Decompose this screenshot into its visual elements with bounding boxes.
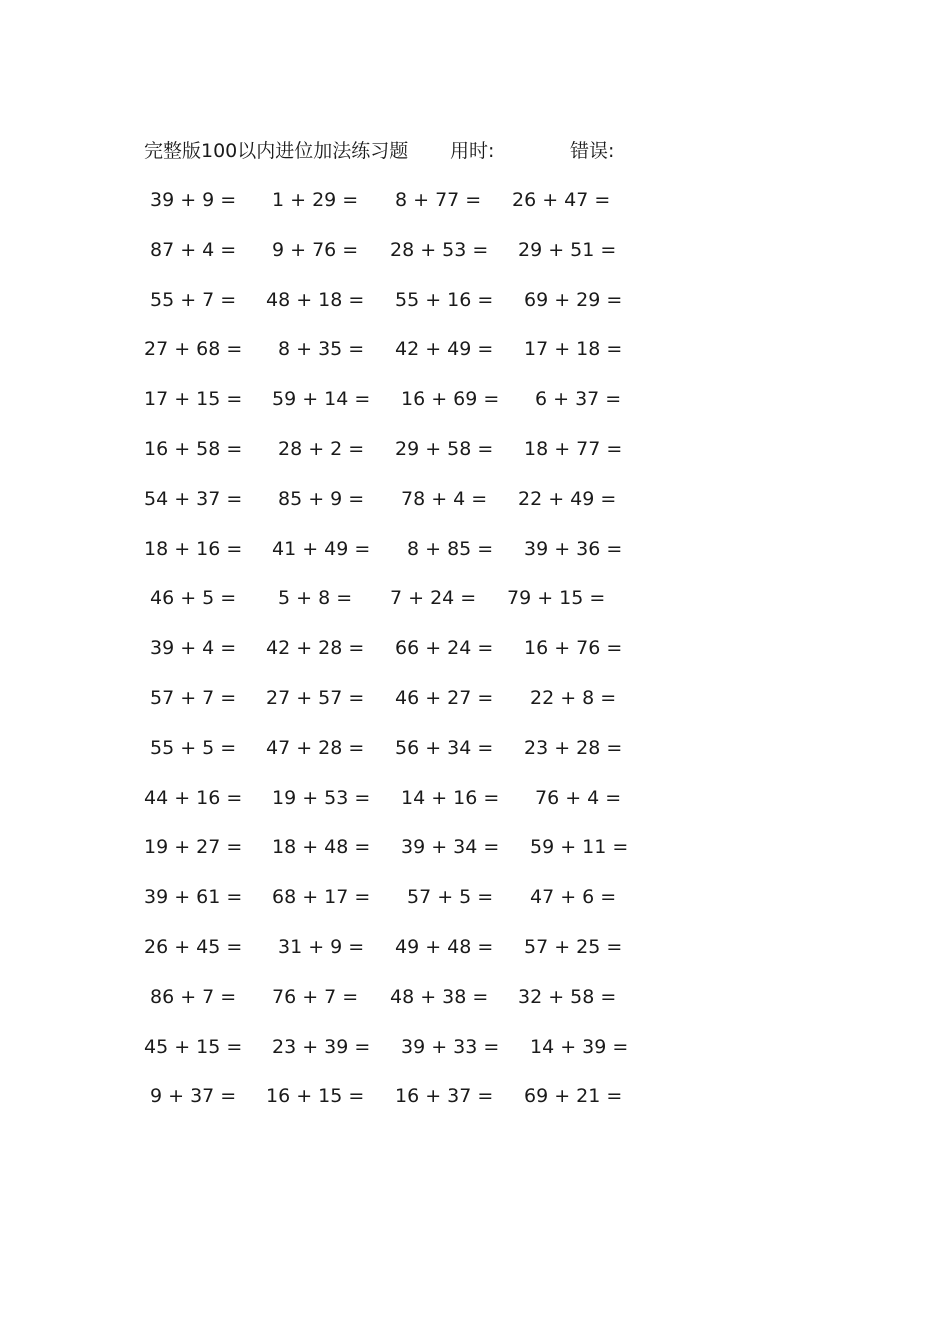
problem-cell: 27 + 68 = xyxy=(144,338,243,361)
problem-cell: 39 + 33 = xyxy=(401,1035,500,1058)
problem-row xyxy=(0,484,950,514)
problem-cell: 9 + 76 = xyxy=(272,238,359,261)
problem-cell: 87 + 4 = xyxy=(150,238,237,261)
problem-cell: 55 + 7 = xyxy=(150,288,237,311)
worksheet-title: 完整版100以内进位加法练习题 xyxy=(144,140,409,162)
problem-cell: 55 + 5 = xyxy=(150,736,237,759)
problem-cell: 79 + 15 = xyxy=(507,587,606,610)
problem-cell: 16 + 69 = xyxy=(401,388,500,411)
problem-cell: 16 + 58 = xyxy=(144,438,243,460)
problem-row xyxy=(0,1032,950,1062)
problem-row xyxy=(0,633,950,663)
problem-cell: 39 + 4 = xyxy=(150,637,237,660)
problem-cell: 16 + 15 = xyxy=(266,1085,365,1108)
problem-cell: 18 + 16 = xyxy=(144,537,243,560)
problem-cell: 14 + 16 = xyxy=(401,786,500,809)
problem-cell: 49 + 48 = xyxy=(395,936,494,958)
problem-cell: 8 + 35 = xyxy=(278,338,365,361)
problem-cell: 26 + 45 = xyxy=(144,936,243,958)
problem-row xyxy=(0,185,950,215)
problem-cell: 29 + 58 = xyxy=(395,438,494,460)
problem-cell: 6 + 37 = xyxy=(535,388,622,411)
problem-cell: 17 + 15 = xyxy=(144,388,243,411)
problem-cell: 26 + 47 = xyxy=(512,189,611,211)
problem-cell: 8 + 77 = xyxy=(395,189,482,211)
problem-cell: 42 + 28 = xyxy=(266,637,365,660)
problem-cell: 22 + 49 = xyxy=(518,487,617,510)
problem-cell: 55 + 16 = xyxy=(395,288,494,311)
problem-cell: 68 + 17 = xyxy=(272,886,371,909)
problem-row xyxy=(0,534,950,564)
problem-row xyxy=(0,583,950,613)
problem-row xyxy=(0,285,950,315)
problem-cell: 76 + 4 = xyxy=(535,786,622,809)
problem-cell: 19 + 53 = xyxy=(272,786,371,809)
problem-cell: 42 + 49 = xyxy=(395,338,494,361)
problem-cell: 85 + 9 = xyxy=(278,487,365,510)
problem-cell: 76 + 7 = xyxy=(272,985,359,1008)
problem-cell: 41 + 49 = xyxy=(272,537,371,560)
problem-cell: 46 + 27 = xyxy=(395,687,494,709)
problem-row xyxy=(0,235,950,265)
problem-cell: 57 + 25 = xyxy=(524,936,623,958)
problem-row xyxy=(0,783,950,813)
problem-row xyxy=(0,384,950,414)
problem-cell: 44 + 16 = xyxy=(144,786,243,809)
problem-cell: 54 + 37 = xyxy=(144,487,243,510)
problem-cell: 16 + 76 = xyxy=(524,637,623,660)
problem-cell: 48 + 38 = xyxy=(390,985,489,1008)
problem-cell: 39 + 9 = xyxy=(150,189,237,211)
problem-cell: 66 + 24 = xyxy=(395,637,494,660)
problem-cell: 57 + 7 = xyxy=(150,687,237,709)
problem-cell: 57 + 5 = xyxy=(407,886,494,909)
problem-cell: 59 + 14 = xyxy=(272,388,371,411)
problem-cell: 29 + 51 = xyxy=(518,238,617,261)
problem-cell: 18 + 77 = xyxy=(524,438,623,460)
problem-cell: 9 + 37 = xyxy=(150,1085,237,1108)
problem-cell: 56 + 34 = xyxy=(395,736,494,759)
problem-row xyxy=(0,832,950,862)
problem-cell: 31 + 9 = xyxy=(278,936,365,958)
problem-cell: 47 + 28 = xyxy=(266,736,365,759)
problem-cell: 8 + 85 = xyxy=(407,537,494,560)
problem-cell: 27 + 57 = xyxy=(266,687,365,709)
problem-row xyxy=(0,434,950,464)
problem-cell: 28 + 53 = xyxy=(390,238,489,261)
problem-cell: 19 + 27 = xyxy=(144,836,243,859)
problem-cell: 23 + 28 = xyxy=(524,736,623,759)
problem-row xyxy=(0,932,950,962)
problem-cell: 48 + 18 = xyxy=(266,288,365,311)
errors-label: 错误: xyxy=(570,140,615,162)
problem-cell: 45 + 15 = xyxy=(144,1035,243,1058)
problem-cell: 17 + 18 = xyxy=(524,338,623,361)
problem-cell: 28 + 2 = xyxy=(278,438,365,460)
problem-cell: 32 + 58 = xyxy=(518,985,617,1008)
problem-row xyxy=(0,334,950,364)
problem-row xyxy=(0,733,950,763)
problem-cell: 14 + 39 = xyxy=(530,1035,629,1058)
problem-cell: 1 + 29 = xyxy=(272,189,359,211)
problem-row xyxy=(0,882,950,912)
problem-cell: 23 + 39 = xyxy=(272,1035,371,1058)
problem-cell: 78 + 4 = xyxy=(401,487,488,510)
problem-cell: 69 + 21 = xyxy=(524,1085,623,1108)
problem-cell: 16 + 37 = xyxy=(395,1085,494,1108)
problem-cell: 69 + 29 = xyxy=(524,288,623,311)
problem-cell: 47 + 6 = xyxy=(530,886,617,909)
problem-cell: 39 + 61 = xyxy=(144,886,243,909)
problem-row xyxy=(0,683,950,713)
problem-cell: 7 + 24 = xyxy=(390,587,477,610)
problem-cell: 22 + 8 = xyxy=(530,687,617,709)
problem-cell: 18 + 48 = xyxy=(272,836,371,859)
problem-cell: 39 + 36 = xyxy=(524,537,623,560)
problem-cell: 86 + 7 = xyxy=(150,985,237,1008)
problem-cell: 5 + 8 = xyxy=(278,587,353,610)
problem-cell: 46 + 5 = xyxy=(150,587,237,610)
problem-row xyxy=(0,1081,950,1111)
problem-cell: 39 + 34 = xyxy=(401,836,500,859)
time-label: 用时: xyxy=(450,140,495,162)
problem-cell: 59 + 11 = xyxy=(530,836,629,859)
problem-row xyxy=(0,982,950,1012)
